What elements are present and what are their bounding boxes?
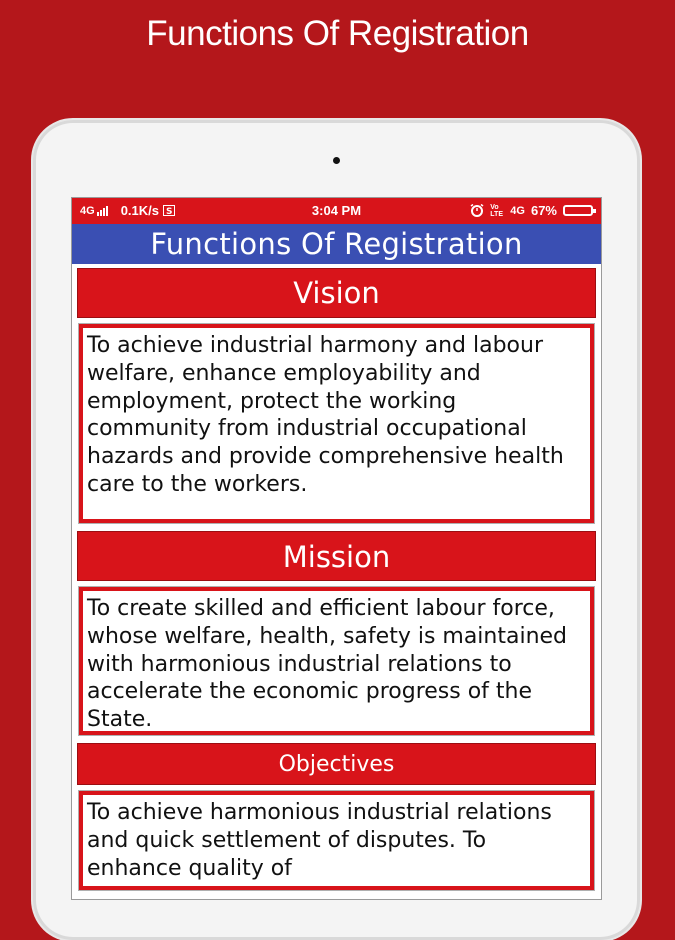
volte-label: Vo LTE xyxy=(490,203,503,218)
vision-heading: Vision xyxy=(77,268,596,318)
mission-text: To create skilled and efficient labour force, whose welfare, health, safety is maintained with harmonious industrial relations to accelerate the economic progress of the State. xyxy=(79,587,594,735)
alarm-icon xyxy=(470,204,484,217)
battery-icon xyxy=(563,205,593,216)
network-type-right: 4G xyxy=(510,204,525,217)
svg-text:S: S xyxy=(166,207,173,216)
network-type-left: 4G xyxy=(80,204,95,217)
clock: 3:04 PM xyxy=(311,203,362,218)
objectives-heading: Objectives xyxy=(77,743,596,785)
objectives-text: To achieve harmonious industrial relations and quick settlement of disputes. To enhance quality of xyxy=(79,791,594,890)
network-speed: 0.1K/s xyxy=(120,203,159,218)
device-screen xyxy=(71,197,602,900)
mission-heading: Mission xyxy=(77,531,596,581)
vision-text: To achieve industrial harmony and labour welfare, enhance employability and employment, protect the working community from industrial occupational hazards and provide comprehensive health care to the workers. xyxy=(79,324,594,523)
battery-level: 67% xyxy=(530,203,557,218)
promo-title: Functions Of Registration xyxy=(146,14,529,53)
status-bar xyxy=(72,198,601,224)
content-scroll[interactable] xyxy=(72,264,601,890)
camera-icon xyxy=(333,157,340,164)
app-bar-title: Functions Of Registration xyxy=(72,224,601,264)
